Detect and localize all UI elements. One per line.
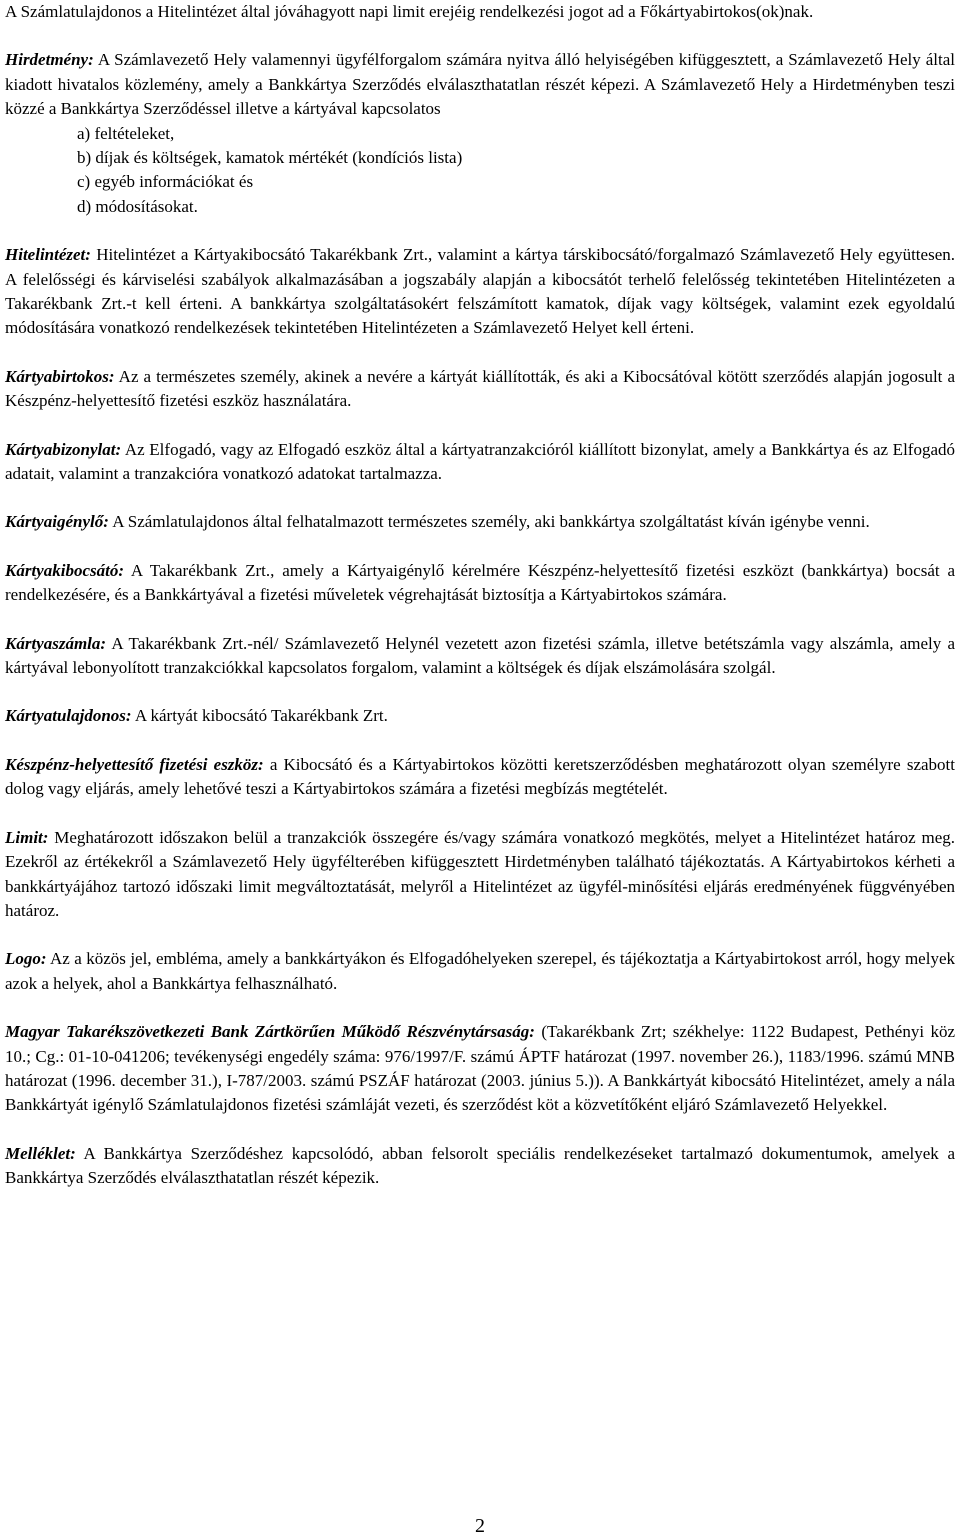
definition-term: Hitelintézet: (5, 245, 91, 265)
definition-term: Kártyakibocsátó: (5, 560, 124, 580)
intro-paragraph (5, 0, 955, 24)
definition-term: Limit: (5, 827, 49, 847)
definition-kartyaigenylo (5, 510, 955, 534)
definition-text: A Számlatulajdonos által felhatalmazott természetes személy, aki bankkártya szolgáltatást kíván igénybe venni. (108, 512, 870, 532)
hirdetmeny-list (5, 122, 955, 220)
definition-term: Magyar Takarékszövetkezeti Bank Zártkörűen Működő Részvénytársaság: (5, 1022, 535, 1042)
definition-term: Kártyabizonylat: (5, 439, 122, 459)
definition-kartyaszamla (5, 632, 955, 681)
list-item: a) feltételeket, (77, 123, 175, 143)
definition-kartyakibocsato (5, 559, 955, 608)
definition-term: Kártyaszámla: (5, 633, 107, 653)
definition-text: A Számlavezető Hely valamennyi ügyfélforgalom számára nyitva álló helyiségében kifüggesztett, a Számlavezető Hely által kiadott hivatalos közlemény, amely a Bankkártya Szerződés elválaszthatatlan részét képezi. A Számlavezető Hely a Hirdetményben teszi közzé a Bankkártya Szerződéssel illetve a kártyával kapcsolatos (5, 50, 955, 119)
definition-text: Az a természetes személy, akinek a nevére a kártyát kiállították, és aki a Kibocsátóval kötött szerződés alapján jogosult a Készpénz-helyettesítő fizetési eszköz használatára. (5, 366, 955, 411)
definition-text: Az Elfogadó, vagy az Elfogadó eszköz által a kártyatranzakcióról kiállított bizonylat, amely a Bankkártya és az Elfogadó adatait, valamint a tranzakcióra vonatkozó adatokat tartalmazza. (5, 439, 955, 484)
definition-kartyabirtokos (5, 365, 955, 414)
definition-limit (5, 826, 955, 924)
definition-hitelintezet (5, 243, 955, 341)
list-item: b) díjak és költségek, kamatok mértékét (kondíciós lista) (77, 148, 463, 168)
list-item: c) egyéb információkat és (77, 172, 254, 192)
definition-logo (5, 947, 955, 996)
document-page (5, 0, 955, 1215)
definition-text: Hitelintézet a Kártyakibocsátó Takarékbank Zrt., valamint a kártya társkibocsátó/forgalmazó Számlavezető Hely együttesen. A felelősségi és kárviselési szabályok alkalmazásában a jogszabály alapján a kibocsátót terhelő felelősség tekintetében Hitelintézeten a Takarékbank Zrt.-t kell érteni. A bankkártya szolgáltatásokért felszámított kamatok, díjak vagy költségek, valamint ezek egyoldalú módosítására vonatkozó rendelkezések tekintetében Hitelintézeten a Számlavezető Helyet kell érteni. (5, 245, 955, 338)
definition-hirdetmeny (5, 48, 955, 219)
definition-text: A Bankkártya Szerződéshez kapcsolódó, abban felsorolt speciális rendelkezéseket tartalmazó dokumentumok, amelyek a Bankkártya Szerződés elválaszthatatlan részét képezik. (5, 1143, 955, 1188)
definition-text: A Takarékbank Zrt.-nél/ Számlavezető Helynél vezetett azon fizetési számla, illetve betétszámla vagy alszámla, amely a kártyával lebonyolított tranzakciókkal kapcsolatos forgalom, valamint a költségek és díjak elszámolására szolgál. (5, 633, 955, 678)
definition-text: A kártyát kibocsátó Takarékbank Zrt. (131, 706, 388, 726)
list-item: d) módosításokat. (77, 196, 198, 216)
definition-kartyatulajdonos (5, 704, 955, 728)
definition-melleklet (5, 1142, 955, 1191)
intro-text: A Számlatulajdonos a Hitelintézet által jóváhagyott napi limit erejéig rendelkezési jogot ad a Főkártyabirtokos(ok)nak. (5, 2, 814, 21)
definition-term: Logo: (5, 949, 47, 969)
page-number: 2 (475, 1515, 485, 1537)
definition-text: Meghatározott időszakon belül a tranzakciók összegére és/vagy számára vonatkozó megkötés, melyet a Hitelintézet határoz meg. Ezekről az értékekről a Számlavezető Hely ügyfélterében kifüggesztett Hirdetményben található tájékoztatás. A Kártyabirtokos kérheti a bankkártyájához tartozó időszaki limit megváltoztatását, melyről a Hitelintézet az ügyfél-minősítési eljárás eredményének függvényében határoz. (5, 827, 955, 920)
definition-text: A Takarékbank Zrt., amely a Kártyaigénylő kérelmére Készpénz-helyettesítő fizetési eszközt (bankkártya) bocsát a rendelkezésére, és a Bankkártyával a fizetési műveletek végrehajtását biztosítja a Kártyabirtokos számára. (5, 560, 955, 605)
definition-term: Készpénz-helyettesítő fizetési eszköz: (5, 754, 264, 774)
hirdetmeny-paragraph (5, 48, 955, 121)
definition-term: Kártyaigénylő: (5, 512, 109, 532)
definition-keszpenz-helyettesito (5, 753, 955, 802)
definition-kartyabizonylat (5, 438, 955, 487)
definition-term: Kártyatulajdonos: (5, 706, 132, 726)
definition-term: Hirdetmény: (5, 50, 94, 70)
definition-term: Melléklet: (5, 1143, 76, 1163)
definition-text: (Takarékbank Zrt; székhelye: 1122 Budapest, Pethényi köz 10.; Cg.: 01-10-041206; tevékenységi engedély száma: 976/1997/F. számú ÁPTF határozat (1997. november 26.), 1183/1996. számú MNB határozat (1996. december 31.), I-787/2003. számú PSZÁF határozat (2003. június 5.)). A Bankkártyát kibocsátó Hitelintézet, amely a nála Bankkártyát igénylő Számlatulajdonos fizetési számláját vezeti, és szerződést köt a közvetítőként eljáró Számlavezető Helyekkel. (5, 1022, 955, 1115)
definition-text: Az a közös jel, embléma, amely a bankkártyákon és Elfogadóhelyeken szerepel, és tájékoztatja a Kártyabirtokost arról, hogy melyek azok a helyek, ahol a Bankkártya felhasználható. (5, 949, 955, 993)
definition-takarekbank (5, 1020, 955, 1118)
definition-term: Kártyabirtokos: (5, 366, 115, 386)
definition-text: a Kibocsátó és a Kártyabirtokos közötti keretszerződésben meghatározott olyan személyre szabott dolog vagy eljárás, amely lehetővé teszi a Kártyabirtokos számára a fizetési megbízás megtételét. (5, 754, 956, 799)
